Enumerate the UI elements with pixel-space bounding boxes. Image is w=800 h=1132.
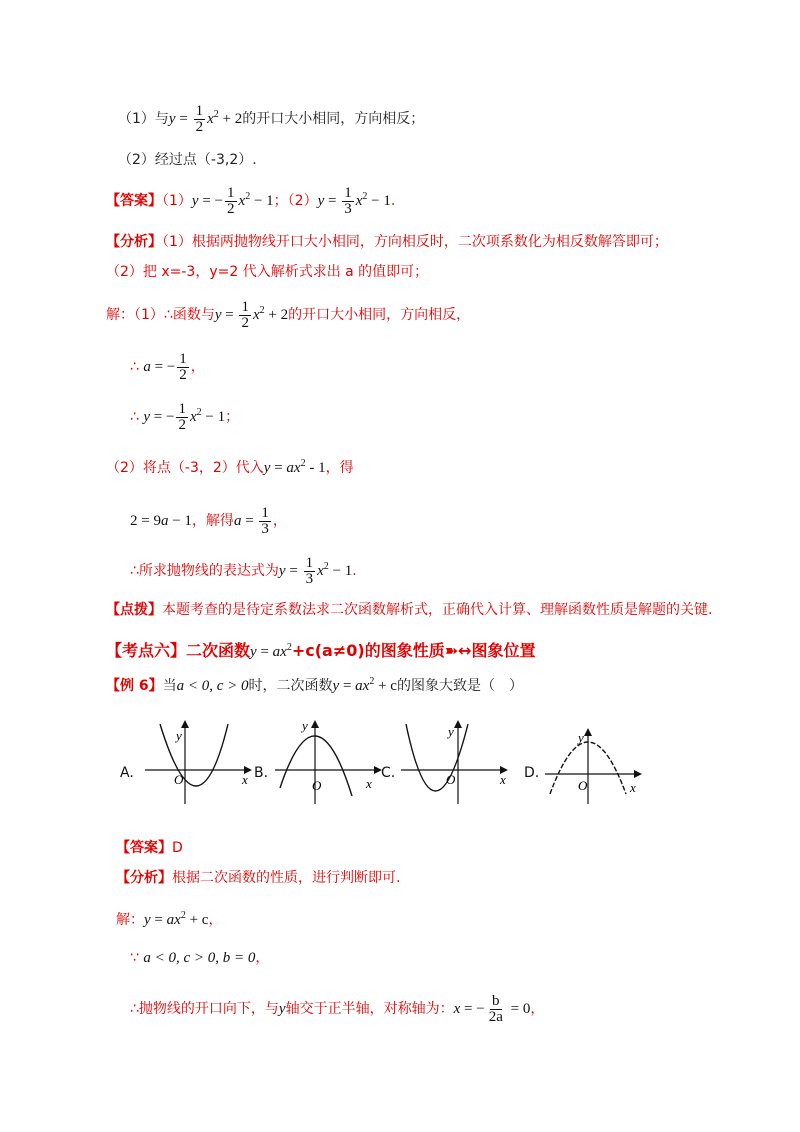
option-a-label[interactable]: A. bbox=[120, 765, 134, 781]
option-d-graph[interactable] bbox=[540, 726, 650, 808]
solution-6: 解：$y = ax^2 + c$， bbox=[116, 910, 223, 928]
analysis-line: 【分析】（1）根据两抛物线开口大小相同，方向相反时，二次项系数化为相反数解答即可； bbox=[106, 234, 668, 250]
solution-step-expr: ∴ y = − $\frac{1}{2}$ $x^2 - 1$； bbox=[130, 401, 240, 433]
analysis-line-2: （2）把 x=-3，y=2 代入解析式求出 a 的值即可； bbox=[106, 264, 429, 280]
svg-text:y: y bbox=[176, 728, 182, 743]
svg-text:x: x bbox=[242, 772, 248, 787]
option-a-graph[interactable] bbox=[140, 718, 255, 806]
svg-text:x: x bbox=[366, 776, 372, 791]
answer-6: 【答案】D bbox=[116, 840, 183, 856]
option-d-label[interactable]: D. bbox=[524, 765, 540, 781]
tip-line: 【点拨】本题考查的是待定系数法求二次函数解析式，正确代入计算、理解函数性质是解题的关键. bbox=[106, 602, 713, 618]
svg-text:y: y bbox=[578, 730, 584, 745]
svg-text:y: y bbox=[448, 724, 454, 739]
option-c-label[interactable]: C. bbox=[381, 765, 396, 781]
solution-step-a: ∴ a = − $\frac{1}{2}$ ， bbox=[130, 351, 205, 383]
option-b-label[interactable]: B. bbox=[254, 765, 269, 781]
solution-line-1: 解：（1）∴函数与y = $\frac{1}{2}$ $x^2 + 2$的开口大小相同，方向相反， bbox=[106, 299, 471, 331]
svg-text:O: O bbox=[174, 772, 184, 787]
solution-result: ∴所求抛物线的表达式为y = $\frac{1}{3}$ $x^2 - 1$. bbox=[130, 555, 357, 587]
solution-equation: 2 = 9a − 1，解得a = $\frac{1}{3}$ ， bbox=[130, 505, 287, 537]
answer-line: 【答案】（1）y = − $\frac{1}{2}$ $x^2 - 1$；（2）y = $\frac{1}{3}$ $x^2 - 1$. bbox=[106, 185, 396, 217]
solution-part-2: （2）将点（-3，2）代入$y = ax^2 - 1$，得 bbox=[106, 458, 354, 476]
key-point-heading: 【考点六】二次函数$y = ax^2+c(a\ne 0)$的图象性质➽↔图象位置 bbox=[106, 641, 536, 660]
svg-text:x: x bbox=[500, 772, 506, 787]
conclusion-line: ∴抛物线的开口向下，与y轴交于正半轴，对称轴为：x = − $\frac{b}{2a}$ = 0， bbox=[130, 993, 545, 1025]
condition-2: （2）经过点（-3,2）. bbox=[118, 152, 257, 168]
svg-text:O: O bbox=[578, 778, 588, 793]
example-6: 【例 6】当a < 0, c > 0时，二次函数$y = ax^2 + c$的图象大致是（ ） bbox=[106, 676, 523, 694]
svg-text:y: y bbox=[302, 718, 308, 733]
analysis-6: 【分析】根据二次函数的性质，进行判断即可. bbox=[116, 870, 401, 886]
svg-text:O: O bbox=[446, 772, 456, 787]
condition-1: （1）与y = $\frac{1}{2}$ $x^2 + 2$的开口大小相同，方向相反； bbox=[118, 103, 425, 135]
svg-text:x: x bbox=[630, 780, 636, 795]
option-c-graph[interactable] bbox=[396, 718, 516, 806]
option-b-graph[interactable] bbox=[270, 718, 385, 806]
because-line: ∵ a < 0, c > 0, b = 0， bbox=[130, 950, 270, 966]
svg-text:O: O bbox=[312, 778, 322, 793]
arrow-icon: ➽↔ bbox=[444, 641, 472, 660]
